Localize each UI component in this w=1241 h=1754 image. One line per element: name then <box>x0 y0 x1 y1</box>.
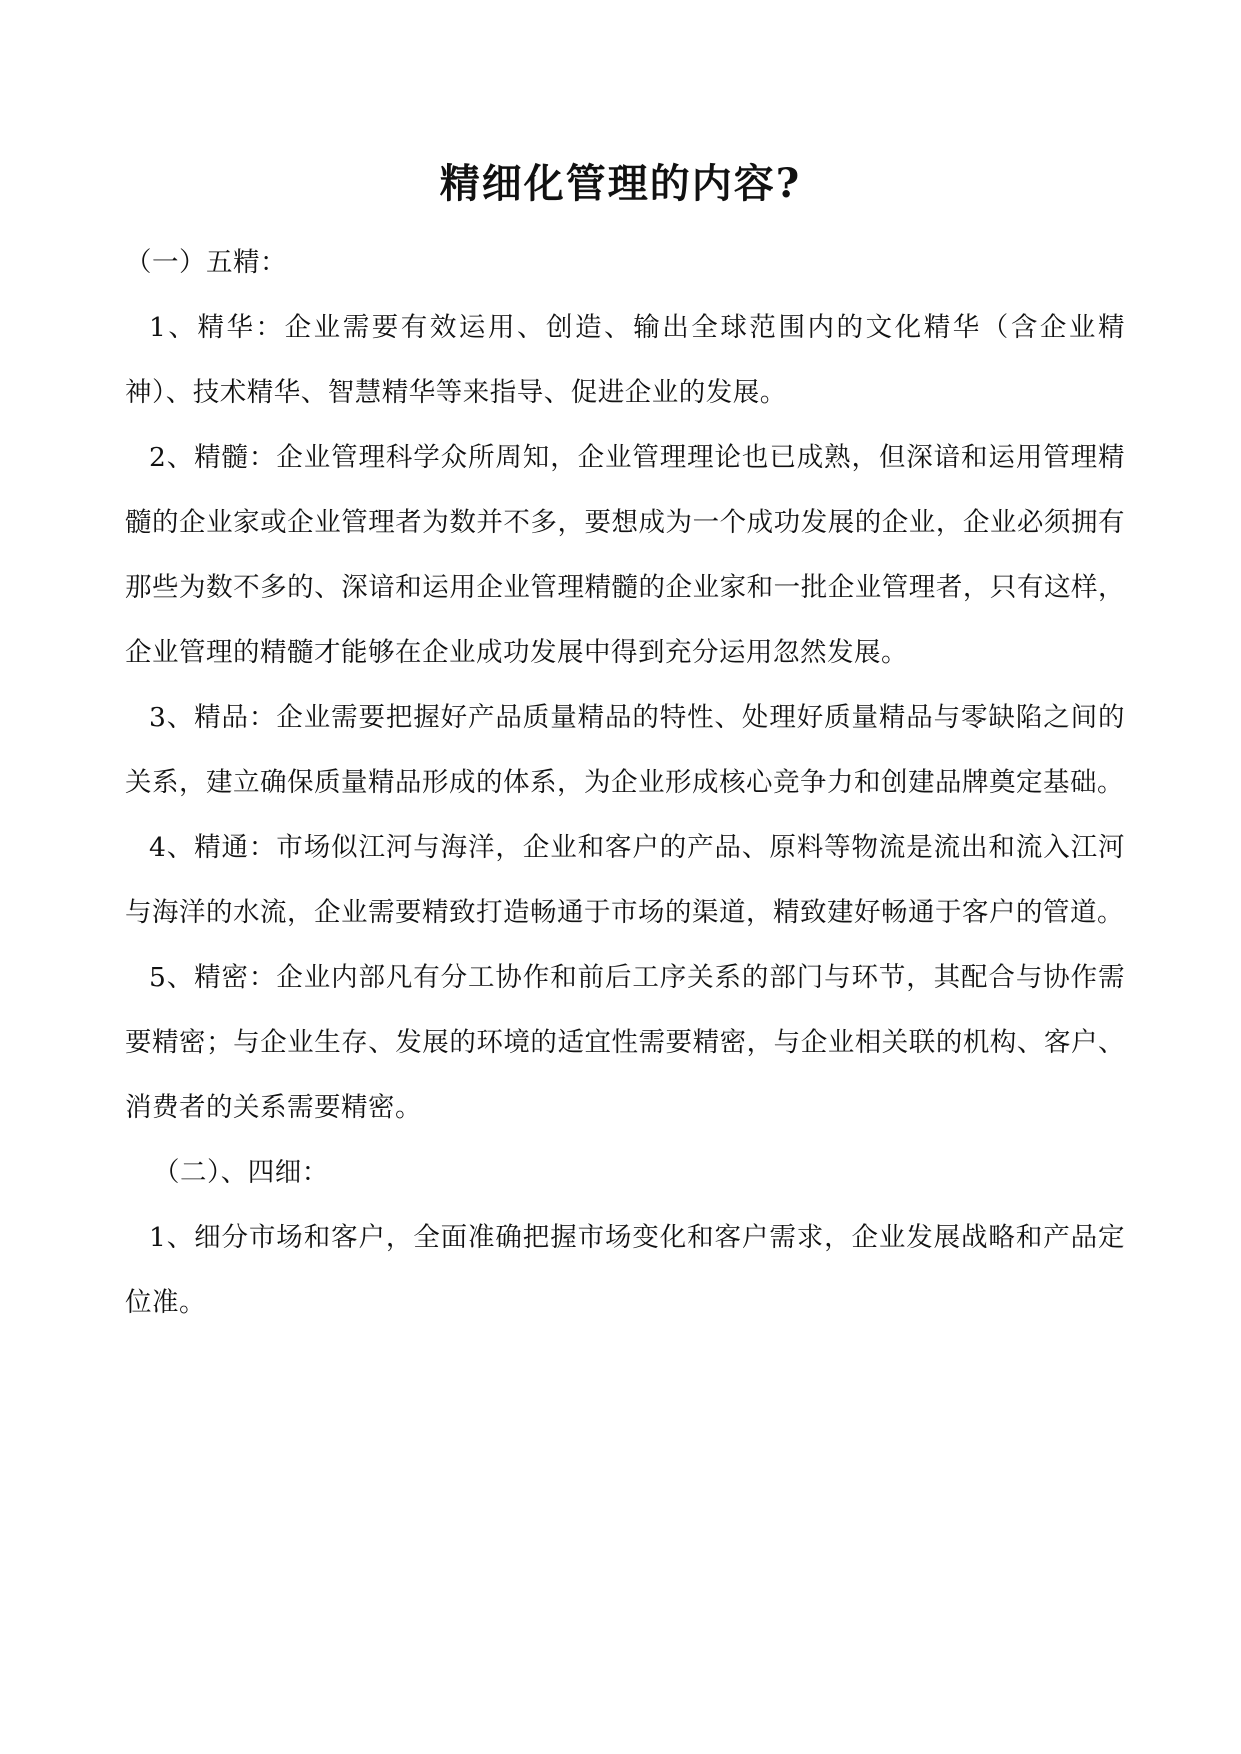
document-body <box>125 230 1125 1335</box>
paragraph-jingmi: 5、精密：企业内部凡有分工协作和前后工序关系的部门与环节，其配合与协作需要精密；与企业生存、发展的环境的适宜性需要精密，与企业相关联的机构、客户、消费者的关系需要精密。 <box>125 962 1125 1123</box>
paragraph-jingtong: 4、精通：市场似江河与海洋，企业和客户的产品、原料等物流是流出和流入江河与海洋的水流，企业需要精致打造畅通于市场的渠道，精致建好畅通于客户的管道。 <box>125 832 1125 928</box>
document-title: 精细化管理的内容? <box>439 160 802 207</box>
section-heading-four-xi: （二）、四细： <box>153 1157 329 1188</box>
paragraph-jingsui: 2、精髓：企业管理科学众所周知，企业管理理论也已成熟，但深谙和运用管理精髓的企业家或企业管理者为数并不多，要想成为一个成功发展的企业，企业必须拥有那些为数不多的、深谙和运用企业管理精髓的企业家和一批企业管理者，只有这样，企业管理的精髓才能够在企业成功发展中得到充分运用忽然发展。 <box>125 442 1125 668</box>
paragraph-xifen-shichang: 1、细分市场和客户，全面准确把握市场变化和客户需求，企业发展战略和产品定位准。 <box>125 1222 1125 1318</box>
paragraph-jingpin: 3、精品：企业需要把握好产品质量精品的特性、处理好质量精品与零缺陷之间的关系，建立确保质量精品形成的体系，为企业形成核心竞争力和创建品牌奠定基础。 <box>125 702 1125 798</box>
paragraph-jinghua: 1、精华：企业需要有效运用、创造、输出全球范围内的文化精华（含企业精神）、技术精华、智慧精华等来指导、促进企业的发展。 <box>125 312 1125 408</box>
section-heading-five-jing: （一）五精： <box>125 247 287 278</box>
